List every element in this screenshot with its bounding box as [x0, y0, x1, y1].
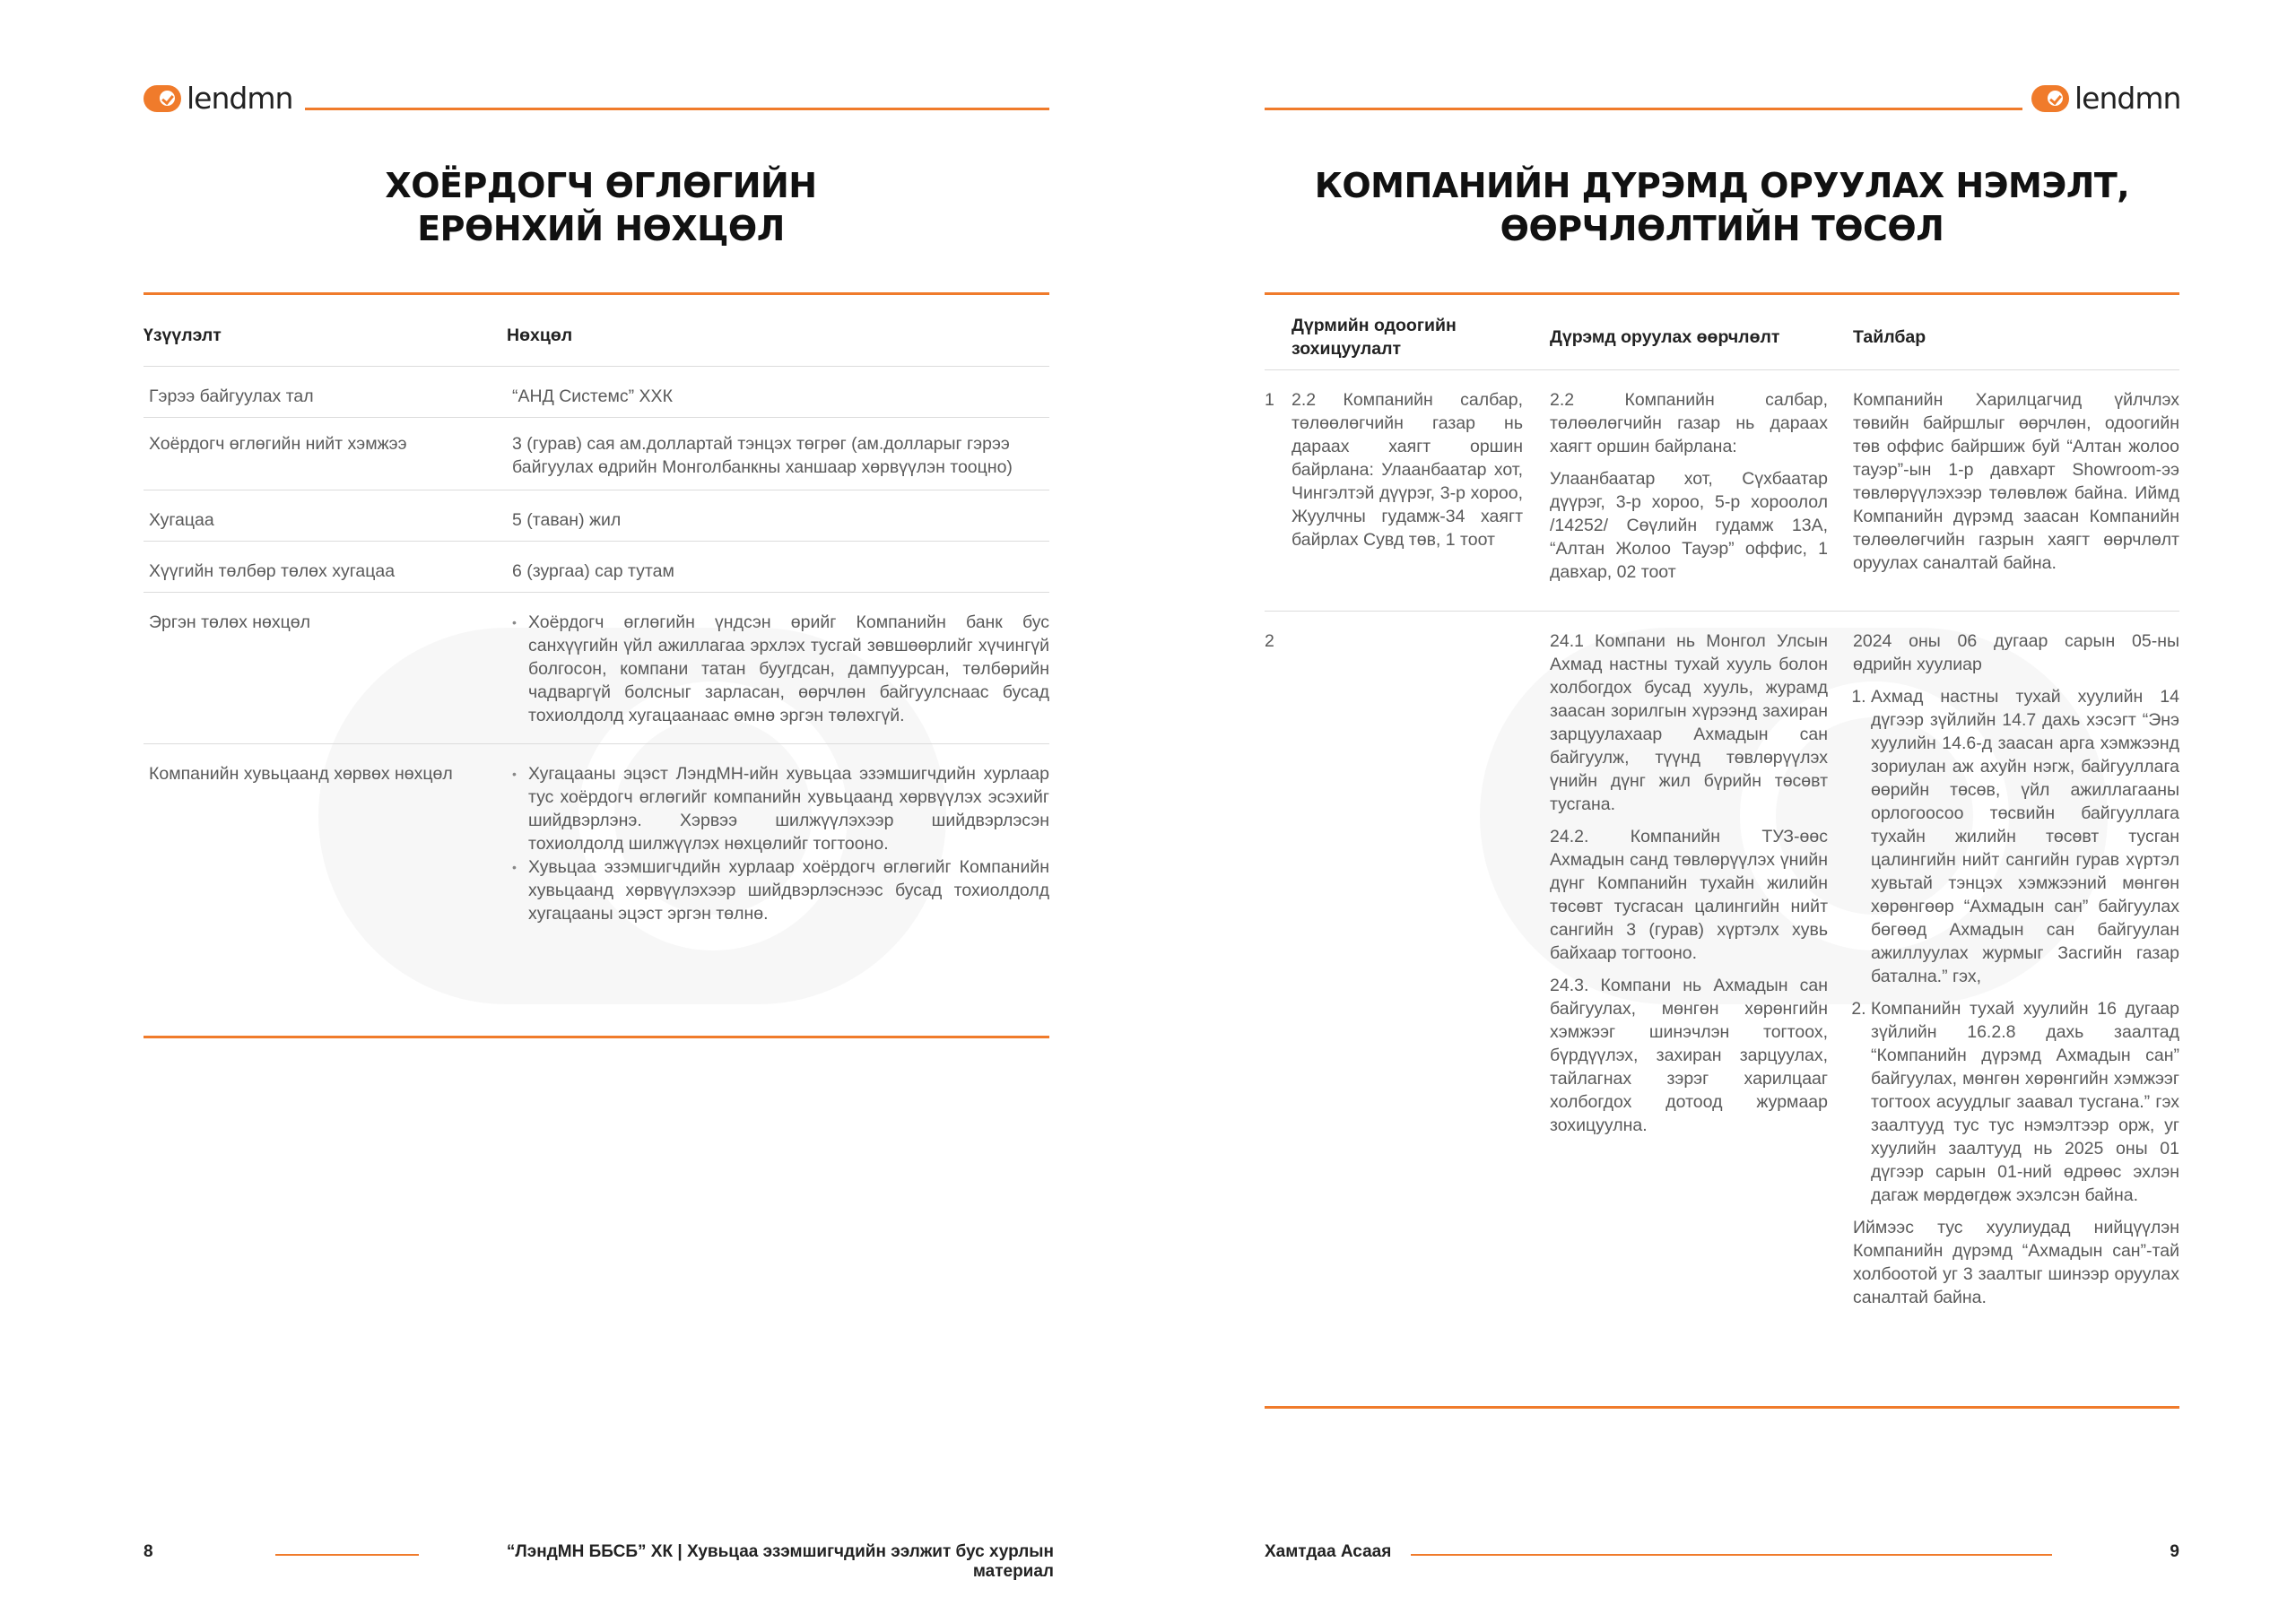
bullet-item: • Хугацааны эцэст ЛэндМН-ийн хувьцаа эзэмшигчдийн хурлаар тус хоёрдогч өглөгийг компанийн хувьцаанд хөрвүүлэх эсэхийг шийдвэрлэнэ. Хэрвээ шилжүүлэхээр шийдвэрлэсэн тохиолдолд шилжүүлэх нөхцөлийг тогтооно.	[528, 762, 1049, 855]
row-value: 5 (таван) жил	[512, 510, 622, 530]
row-number: 2	[1265, 631, 1274, 651]
table-row	[144, 542, 1049, 593]
row-label: Компанийн хувьцаанд хөрвөх нөхцөл	[149, 764, 453, 784]
page-title	[144, 164, 1058, 250]
bullet-item: • Хоёрдогч өглөгийн үндсэн өрийг Компанийн банк бус санхүүгийн үйл ажиллагаа эрхлэх тусгай зөвшөөрлийг хүчингүй болгосон, компани татан буугдсан, дампуурсан, төлбөрийн чадваргүй болсныг зарласан, өөрчлөн байгуулснаас бусад тохиолдолд хугацаанаас өмнө эргэн төлөхгүй.	[528, 611, 1049, 727]
header-rule	[1265, 108, 2022, 110]
footer-rule	[275, 1554, 419, 1556]
lendmn-logo-icon	[144, 85, 181, 112]
row-current	[1292, 629, 1550, 1318]
note-intro: 2024 оны 06 дугаар сарын 05-ны өдрийн хуулиар	[1853, 631, 2179, 674]
row-label: Гэрээ байгуулах тал	[149, 386, 314, 406]
page-number: 8	[144, 1542, 153, 1561]
logo	[144, 81, 292, 116]
change-paragraph: 24.3. Компани нь Ахмадын сан байгуулах, мөнгөн хөрөнгийн хэмжээг шинэчлэн тогтоох, бүрдүүлэх, захиран зарцуулах, тайлагнах зэрэг харилцааг холбогдох дотоод журмаар зохицуулна.	[1550, 976, 1828, 1135]
row-number: 1	[1265, 390, 1274, 410]
page-number: 9	[2170, 1542, 2179, 1561]
change-paragraph: Улаанбаатар хот, Сүхбаатар дүүрэг, 3-р хороо, 5-р хороолол /14252/ Сөүлийн гудамж 13А, “Алтан Жолоо Тауэр” оффис, 1 давхар, 02 тоот	[1550, 469, 1828, 582]
title-line-2: ЕРӨНХИЙ НӨХЦӨЛ	[417, 209, 785, 248]
row-label: Хүүгийн төлбөр төлөх хугацаа	[149, 561, 396, 581]
row-label: Хоёрдогч өглөгийн нийт хэмжээ	[149, 434, 407, 454]
bullet-item: • Хувьцаа эзэмшигчдийн хурлаар хоёрдогч өглөгийг Компанийн хувьцаанд хөрвүүлэхээр шийдвэрлэснээс бусад тохиолдолд хугацааны эцэст эргэн төлнө.	[528, 855, 1049, 925]
title-line-2: ӨӨРЧЛӨЛТИЙН ТӨСӨЛ	[1500, 209, 1944, 248]
row-note: Компанийн Харилцагчид үйлчлэх төвийн байршлыг өөрчлөн, одоогийн төв оффис байршиж буй “Алтан жолоо тауэр”-ын 1-р давхарт Showroom-ээ төвлөрүүлэхээр төлөвлөж байна. Иймд Компанийн дүрэмд заасан Компанийн төлөөлөгчийн газрын хаягт өөрчлөлт оруулах саналтай байна.	[1853, 390, 2179, 573]
title-rule	[144, 292, 1049, 295]
table-row	[1265, 612, 2179, 1336]
column-header-note: Тайлбар	[1853, 327, 1926, 347]
column-header-change: Дүрэмд оруулах өөрчлөлт	[1550, 327, 1780, 347]
logo-text: lendmn	[187, 81, 293, 116]
table-bottom-rule	[144, 1036, 1049, 1038]
page-title	[1265, 164, 2179, 250]
column-header-condition: Нөхцөл	[507, 325, 573, 345]
row-label: Эргэн төлөх нөхцөл	[149, 612, 311, 632]
table-row	[144, 367, 1049, 418]
change-paragraph: 24.2. Компанийн ТУЗ-өөс Ахмадын санд төвлөрүүлэх үнийн дүнг Компанийн тухайн жилийн төсөвт тусгасан цалингийн нийт сангийн 3 (гурав) хүртэлх хувь байхаар тогтооно.	[1550, 827, 1828, 963]
change-paragraph: 24.1 Компани нь Монгол Улсын Ахмад настны тухай хууль болон холбогдох бусад хууль, журамд заасан зорилгын хүрээнд захиран зарцуулахаар Ахмадын сан байгуулж, түүнд төвлөрүүлэх үнийн дүнг жил бүрийн төсөвт тусгана.	[1550, 631, 1828, 814]
logo	[2031, 81, 2180, 116]
title-rule	[1265, 292, 2179, 295]
title-line-1: КОМПАНИЙН ДҮРЭМД ОРУУЛАХ НЭМЭЛТ,	[1314, 166, 2130, 205]
terms-table	[144, 305, 1049, 942]
note-outro: Иймээс тус хуулиудад нийцүүлэн Компанийн дүрэмд “Ахмадын сан”-тай холбоотой уг 3 заалтыг шинээр оруулах саналтай байна.	[1853, 1218, 2179, 1307]
footer-text: Хамтдаа Асаая	[1265, 1542, 1392, 1561]
table-row	[144, 490, 1049, 542]
row-current: 2.2 Компанийн салбар, төлөөлөгчийн газар нь дараах хаягт оршин байрлана: Улаанбаатар хот, Чингэлтэй дүүрэг, 3-р хороо, Жуулчны гудамж-34 хаягт байрлах Сувд төв, 1 тоот	[1292, 390, 1523, 550]
note-item: 2. Компанийн тухай хуулийн 16 дугаар зүйлийн 16.2.8 дахь заалтад “Компанийн дүрэмд Ахмадын сан” байгуулах, мөнгөн хөрөнгийн хэмжээг тогтоох асуудлыг заавал тусгана.” гэх заалтууд тус тус нэмэлтээр орж, уг хуулийн заалтууд нь 2025 оны 01 дүгээр сарын 01-ний өдрөөс эхлэн дагаж мөрдөгдөж эхэлсэн байна.	[1871, 997, 2179, 1207]
footer-text: “ЛэндМН ББСБ” ХК | Хувьцаа эзэмшигчдийн ээлжит бус хурлын материал	[506, 1542, 1054, 1581]
logo-text: lendmn	[2074, 81, 2181, 116]
header-rule	[305, 108, 1049, 110]
table-bottom-rule	[1265, 1406, 2179, 1409]
column-header-current: Дүрмийн одоогийн зохицуулалт	[1292, 316, 1457, 359]
change-paragraph: 2.2 Компанийн салбар, төлөөлөгчийн газар нь дараах хаягт оршин байрлана:	[1550, 390, 1828, 456]
table-row	[144, 418, 1049, 490]
row-value: 3 (гурав) сая ам.доллартай тэнцэх төгрөг (ам.долларыг гэрээ байгуулах өдрийн Монголбанкны ханшаар хөрвүүлэн тооцно)	[512, 434, 1013, 477]
footer-rule	[1411, 1554, 2052, 1556]
note-item: 1. Ахмад настны тухай хуулийн 14 дүгээр зүйлийн 14.7 дахь хэсэгт “Энэ хуулийн 14.6-д заасан арга хэмжээнд зориулан аж ахуйн нэгж, байгууллага өөрийн төсөв, үйл ажиллагааны орлогоосоо төсвийн байгууллага тухайн жилийн төсөвт тусган цалингийн нийт сангийн гурав хүртэл хувьтай тэнцэх хэмжээний мөнгөн хөрөнгөөр “Ахмадын сан” байгуулах бөгөөд Ахмадын сан байгуулан ажиллуулах журмыг Засгийн газар батална.” гэх,	[1871, 685, 2179, 988]
lendmn-logo-icon	[2031, 85, 2069, 112]
column-header-indicator: Үзүүлэлт	[144, 325, 222, 345]
table-row	[1265, 370, 2179, 612]
table-row	[144, 744, 1049, 942]
title-line-1: ХОЁРДОГЧ ӨГЛӨГИЙН	[385, 166, 817, 205]
table-row	[144, 593, 1049, 744]
row-label: Хугацаа	[149, 510, 214, 530]
charter-amendment-table	[1265, 305, 2179, 1336]
row-value: “АНД Системс” ХХК	[512, 386, 673, 406]
right-page	[1148, 0, 2296, 1623]
row-value: 6 (зургаа) сар тутам	[512, 561, 674, 581]
